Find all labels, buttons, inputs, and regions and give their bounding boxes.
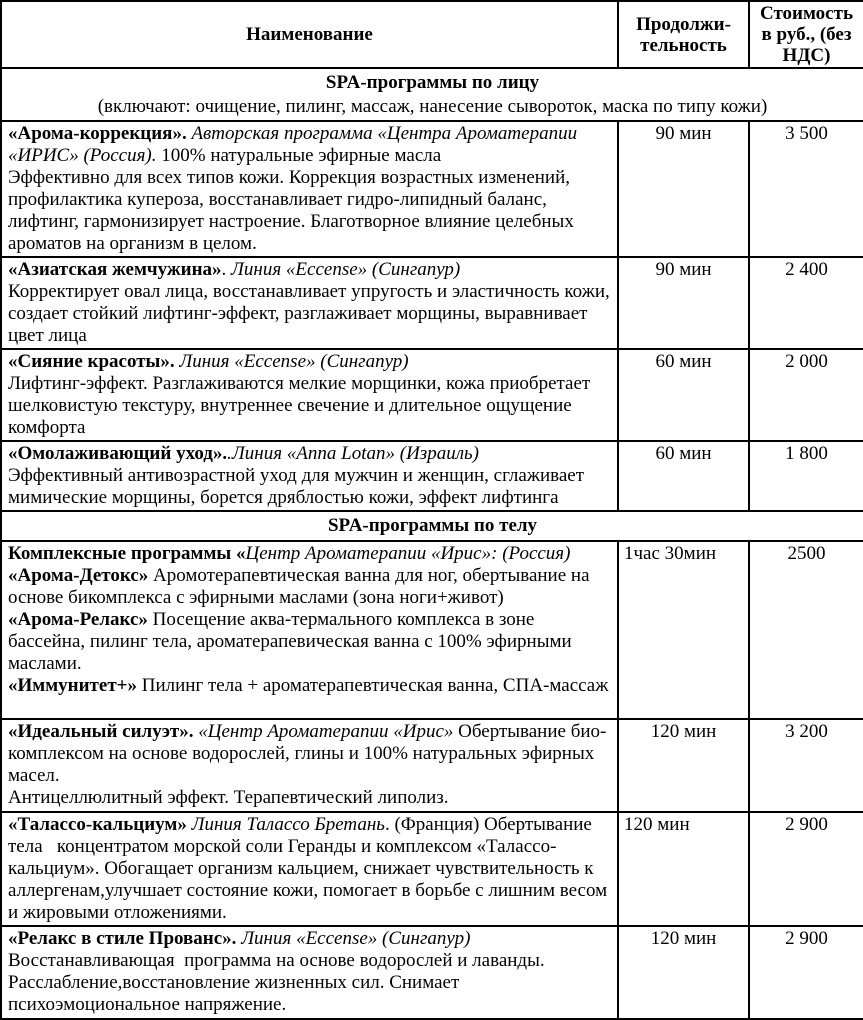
header-duration-column: Продолжи-тельность — [618, 1, 749, 68]
price-cell: 2 400 — [749, 257, 863, 349]
price-cell: 2 900 — [749, 926, 863, 1019]
text-segment: Линия «Eccense» (Сингапур) — [179, 351, 409, 372]
table-row — [1, 812, 863, 926]
text-segment: Авторская программа «Центра Ароматерапии «ИРИС» (Россия). — [8, 123, 578, 166]
text-segment: Восстанавливающая программа на основе водорослей и лаванды. Расслабление,восстановление жизненных сил. Снимает психоэмоциональное напряжение. — [8, 950, 545, 1015]
text-segment: . (Франция) Обертывание тела концентратом морской соли Геранды и комплексом «Талассо-кальциум». Обогащает организм кальцием, снижает чувствительность к аллергенам,улучшает состояние кожи, помогает в борьбе с лишним весом и жировыми отложениями. — [8, 814, 608, 923]
text-segment: «Центр Ароматерапии «Ирис» — [198, 721, 459, 742]
text-segment: Обертывание био-комплексом на основе водорослей, глины и 100% натуральных эфирных масел. — [8, 721, 607, 786]
table-header-row — [1, 1, 863, 68]
table-row — [1, 719, 863, 812]
price-cell: 2 900 — [749, 812, 863, 926]
section-face-subtitle: (включают: очищение, пилинг, массаж, нанесение сывороток, маска по типу кожи) — [97, 96, 768, 117]
text-segment: «Арома-Детокс» — [8, 565, 154, 586]
text-segment: . — [221, 259, 232, 280]
section-face-header-row — [1, 68, 863, 121]
table-row — [1, 926, 863, 1019]
text-segment: .Линия «Anna Lotan» (Израиль) — [227, 443, 479, 464]
text-segment: Комплексные программы « — [8, 543, 246, 564]
section-face-header-cell — [1, 68, 863, 121]
text-segment: Линия «Eccense» (Сингапур) — [241, 928, 471, 949]
program-name-cell — [1, 541, 618, 719]
program-name-cell — [1, 121, 618, 257]
text-segment: «Сияние красоты». — [8, 351, 180, 372]
text-segment: «Талассо-кальциум» — [8, 814, 192, 835]
duration-cell: 90 мин — [618, 121, 749, 257]
section-body-header-cell — [1, 511, 863, 541]
duration-cell: 120 мин — [618, 719, 749, 812]
text-segment: «Арома-Релакс» — [8, 609, 153, 630]
text-segment: Центр Ароматерапии «Ирис»: (Россия) — [245, 543, 571, 564]
price-cell: 1 800 — [749, 441, 863, 511]
section-face-title: SPA-программы по лицу — [325, 72, 540, 93]
section-body-header-row — [1, 511, 863, 541]
table-row — [1, 441, 863, 511]
price-cell: 2 000 — [749, 349, 863, 441]
text-segment: Пилинг тела + ароматерапевтическая ванна, СПА-массаж — [141, 675, 609, 696]
program-name-cell — [1, 257, 618, 349]
header-name-column: Наименование — [1, 1, 618, 68]
text-segment: Эффективно для всех типов кожи. Коррекция возрастных изменений, профилактика купероза, восстанавливает гидро-липидный баланс, лифтинг, гармонизирует настроение. Благотворное влияние целебных ароматов на организм в целом. — [8, 167, 574, 254]
duration-cell: 90 мин — [618, 257, 749, 349]
duration-cell: 120 мин — [618, 926, 749, 1019]
program-name-cell — [1, 719, 618, 812]
text-segment: «Идеальный силуэт». — [8, 721, 199, 742]
price-cell: 3 200 — [749, 719, 863, 812]
text-segment: Аромотерапевтическая ванна для ног, обертывание на основе бикомплекса с эфирными маслами (зона ноги+живот) — [8, 565, 590, 608]
text-segment: Линия Талассо Бретань — [191, 814, 385, 835]
text-segment: «Омолаживающий уход». — [8, 443, 228, 464]
table-row — [1, 541, 863, 719]
table-row — [1, 257, 863, 349]
text-segment: Антицеллюлитный эффект. Терапевтический липолиз. — [8, 787, 449, 808]
text-segment: «Релакс в стиле Прованс». — [8, 928, 242, 949]
program-name-cell — [1, 441, 618, 511]
header-cost-column: Стоимость в руб., (без НДС) — [749, 1, 863, 68]
text-segment: «Азиатская жемчужина» — [8, 259, 222, 280]
duration-cell: 120 мин — [618, 812, 749, 926]
price-cell: 2500 — [749, 541, 863, 719]
price-cell: 3 500 — [749, 121, 863, 257]
text-segment: Линия «Eccense» (Сингапур) — [231, 259, 461, 280]
table-row — [1, 121, 863, 257]
program-name-cell — [1, 812, 618, 926]
duration-cell: 1час 30мин — [618, 541, 749, 719]
program-name-cell — [1, 926, 618, 1019]
text-segment: 100% натуральные эфирные масла — [161, 145, 442, 166]
text-segment: «Иммунитет+» — [8, 675, 142, 696]
text-segment: Эффективный антивозрастной уход для мужчин и женщин, сглаживает мимические морщины, борется дряблостью кожи, эффект лифтинга — [8, 465, 585, 508]
duration-cell: 60 мин — [618, 441, 749, 511]
text-segment: «Арома-коррекция». — [8, 123, 192, 144]
text-segment: Корректирует овал лица, восстанавливает упругость и эластичность кожи, создает стойкий лифтинг-эффект, разглаживает морщины, выравнивает цвет лица — [8, 281, 610, 346]
program-name-cell — [1, 349, 618, 441]
section-body-title: SPA-программы по телу — [327, 515, 538, 536]
table-row — [1, 349, 863, 441]
text-segment: Посещение аква-термального комплекса в зоне бассейна, пилинг тела, ароматерапевическая ванна с 100% эфирными маслами. — [8, 609, 572, 674]
duration-cell: 60 мин — [618, 349, 749, 441]
text-segment: Лифтинг-эффект. Разглаживаются мелкие морщинки, кожа приобретает шелковистую текстуру, внутреннее свечение и длительное ощущение комфорта — [8, 373, 591, 438]
